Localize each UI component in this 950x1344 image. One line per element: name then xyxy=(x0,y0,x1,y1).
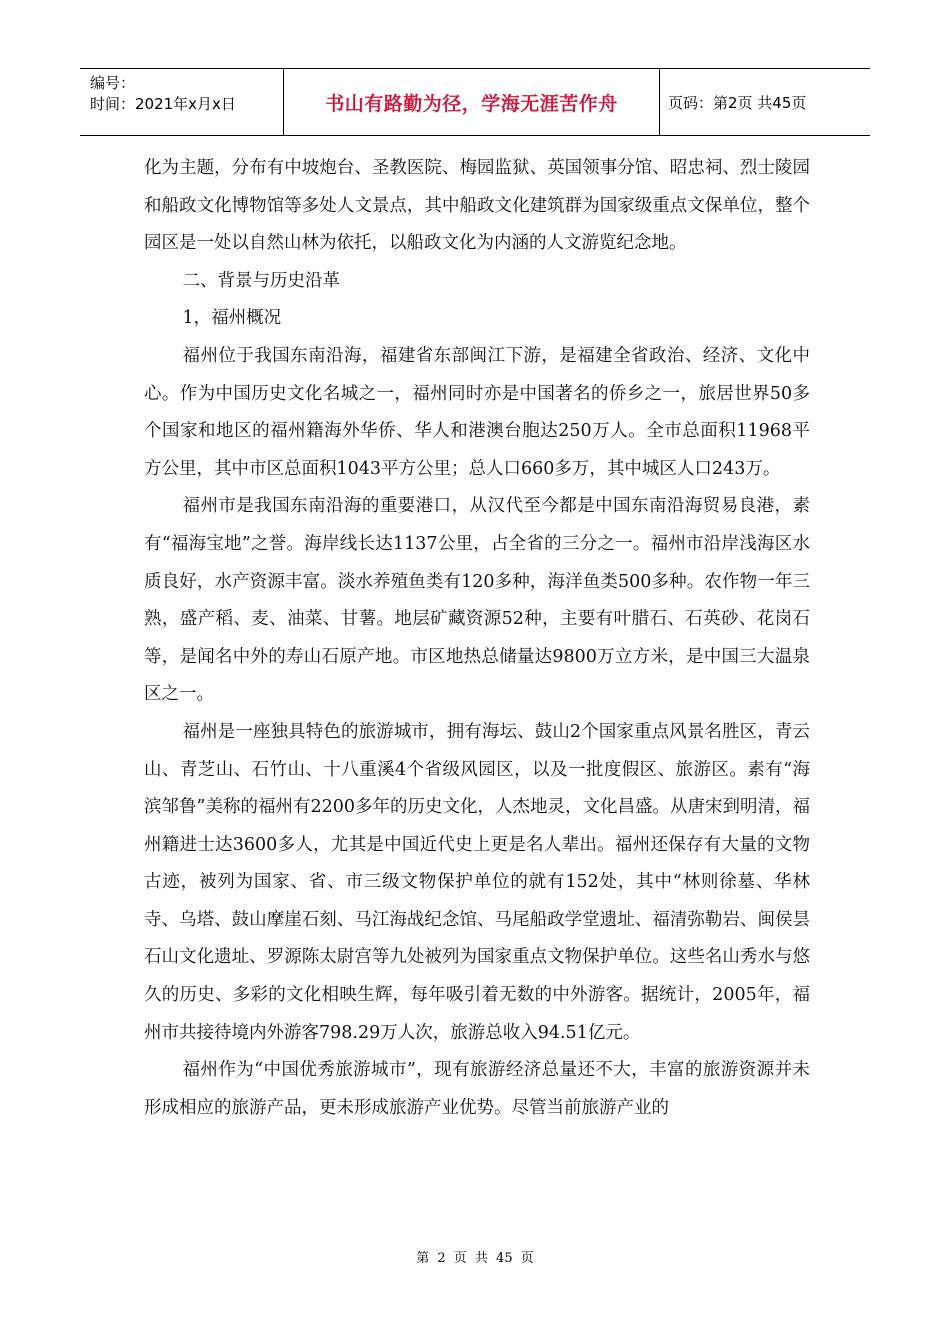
paragraph: 福州位于我国东南沿海，福建省东部闽江下游，是福建全省政治、经济、文化中心。作为中国历史文化名城之一，福州同时亦是中国著名的侨乡之一，旅居世界50多个国家和地区的福州籍海外华侨、华人和港澳台胞达250万人。全市总面积11968平方公里，其中市区总面积1043平方公里；总人口660多万，其中城区人口243万。 xyxy=(144,345,810,479)
paragraph: 福州是一座独具特色的旅游城市，拥有海坛、鼓山2个国家重点风景名胜区，青云山、青芝山、石竹山、十八重溪4个省级风园区，以及一批度假区、旅游区。素有“海滨邹鲁”美称的福州有2200多年的历史文化，人杰地灵，文化昌盛。从唐宋到明清，福州籍进士达3600多人，尤其是中国近代史上更是名人辈出。福州还保存有大量的文物古迹，被列为国家、省、市三级文物保护单位的就有152处，其中“林则徐墓、华林寺、乌塔、鼓山摩崖石刻、马江海战纪念馆、马尾船政学堂遗址、福清弥勒岩、闽侯昙石山文化遗址、罗源陈太尉宫等九处被列为国家重点文物保护单位。这些名山秀水与悠久的历史、多彩的文化相映生辉，每年吸引着无数的中外游客。据统计，2005年，福州市共接待境内外游客798.29万人次，旅游总收入94.51亿元。 xyxy=(144,721,810,1043)
subsection-heading: 1，福州概况 xyxy=(182,308,282,329)
header-page-label: 页码：第2页 共45页 xyxy=(668,93,807,112)
document-body xyxy=(144,150,810,1127)
time-label: 时间：2021年x月x日 xyxy=(90,95,236,113)
document-header xyxy=(80,68,870,136)
number-label: 编号： xyxy=(90,74,136,92)
header-meta xyxy=(80,69,284,135)
section-heading: 二、背景与历史沿革 xyxy=(182,270,340,291)
paragraph: 福州作为“中国优秀旅游城市”，现有旅游经济总量还不大，丰富的旅游资源并未形成相应的旅游产品，更未形成旅游产业优势。尽管当前旅游产业的 xyxy=(144,1060,810,1118)
paragraph: 福州市是我国东南沿海的重要港口，从汉代至今都是中国东南沿海贸易良港，素有“福海宝地”之誉。海岸线长达1137公里，占全省的三分之一。福州市沿岸浅海区水质良好，水产资源丰富。淡水养殖鱼类有120多种，海洋鱼类500多种。农作物一年三熟，盛产稻、麦、油菜、甘薯。地层矿藏资源52种，主要有叶腊石、石英砂、花岗石等，是闻名中外的寿山石原产地。市区地热总储量达9800万立方米，是中国三大温泉区之一。 xyxy=(144,496,810,705)
header-motto: 书山有路勤为径，学海无涯苦作舟 xyxy=(284,69,660,135)
paragraph-continuation: 化为主题，分布有中坡炮台、圣教医院、梅园监狱、英国领事分馆、昭忠祠、烈士陵园和船政文化博物馆等多处人文景点，其中船政文化建筑群为国家级重点文保单位，整个园区是一处以自然山林为依托，以船政文化为内涵的人文游览纪念地。 xyxy=(144,158,810,254)
page-footer: 第 2 页 共 45 页 xyxy=(416,1251,534,1266)
